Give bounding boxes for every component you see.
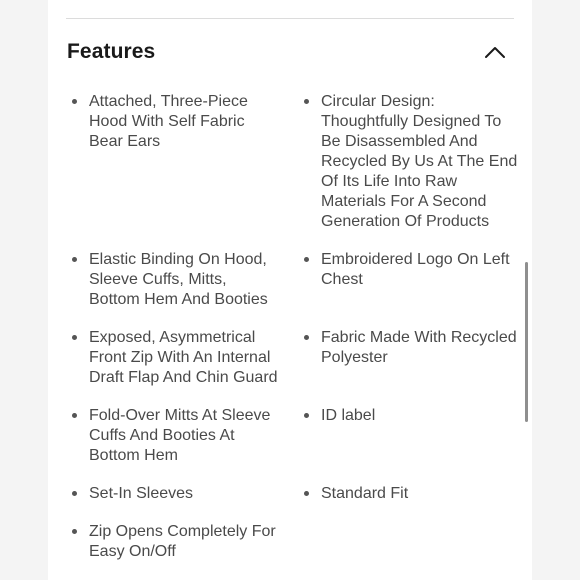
features-accordion-header[interactable] bbox=[67, 30, 507, 74]
feature-row bbox=[48, 484, 532, 504]
feature-text: Elastic Binding On Hood, Sleeve Cuffs, Mitts, Bottom Hem And Booties bbox=[89, 251, 268, 308]
feature-item bbox=[321, 406, 519, 466]
feature-row bbox=[48, 92, 532, 232]
feature-text: ID label bbox=[321, 407, 376, 424]
feature-row bbox=[48, 328, 532, 388]
bullet-icon bbox=[72, 99, 77, 104]
chevron-up-icon[interactable] bbox=[483, 40, 507, 64]
feature-item bbox=[321, 92, 519, 232]
bullet-icon bbox=[304, 491, 309, 496]
feature-text: Fabric Made With Recycled Polyester bbox=[321, 329, 517, 366]
bullet-icon bbox=[72, 335, 77, 340]
section-divider bbox=[66, 18, 514, 19]
feature-text: Standard Fit bbox=[321, 485, 409, 502]
bullet-icon bbox=[304, 257, 309, 262]
feature-item bbox=[89, 92, 281, 232]
feature-item bbox=[321, 484, 519, 504]
bullet-icon bbox=[304, 335, 309, 340]
bullet-icon bbox=[72, 257, 77, 262]
bullet-icon bbox=[304, 413, 309, 418]
feature-item bbox=[321, 250, 519, 310]
feature-item bbox=[89, 250, 281, 310]
feature-item bbox=[321, 328, 519, 388]
features-list bbox=[48, 92, 532, 580]
feature-text: Set-In Sleeves bbox=[89, 485, 194, 502]
feature-text: Zip Opens Completely For Easy On/Off bbox=[89, 523, 276, 560]
bullet-icon bbox=[72, 491, 77, 496]
feature-item bbox=[89, 522, 281, 562]
feature-item bbox=[89, 328, 281, 388]
section-title: Features bbox=[67, 40, 156, 63]
bullet-icon bbox=[72, 529, 77, 534]
bullet-icon bbox=[304, 99, 309, 104]
feature-item bbox=[89, 406, 281, 466]
feature-item bbox=[89, 484, 281, 504]
bullet-icon bbox=[72, 413, 77, 418]
product-details-panel bbox=[48, 0, 532, 580]
feature-text: Attached, Three-Piece Hood With Self Fabric Bear Ears bbox=[89, 93, 248, 150]
scrollbar-thumb[interactable] bbox=[525, 262, 528, 422]
feature-text: Embroidered Logo On Left Chest bbox=[321, 251, 510, 288]
feature-row bbox=[48, 250, 532, 310]
feature-row bbox=[48, 522, 532, 562]
feature-text: Circular Design: Thoughtfully Designed To Be Disassembled And Recycled By Us At The End Of Its Life Into Raw Materials For A Second Generation Of Products bbox=[321, 93, 518, 230]
feature-row bbox=[48, 406, 532, 466]
feature-text: Fold-Over Mitts At Sleeve Cuffs And Booties At Bottom Hem bbox=[89, 407, 271, 464]
feature-text: Exposed, Asymmetrical Front Zip With An Internal Draft Flap And Chin Guard bbox=[89, 329, 278, 386]
